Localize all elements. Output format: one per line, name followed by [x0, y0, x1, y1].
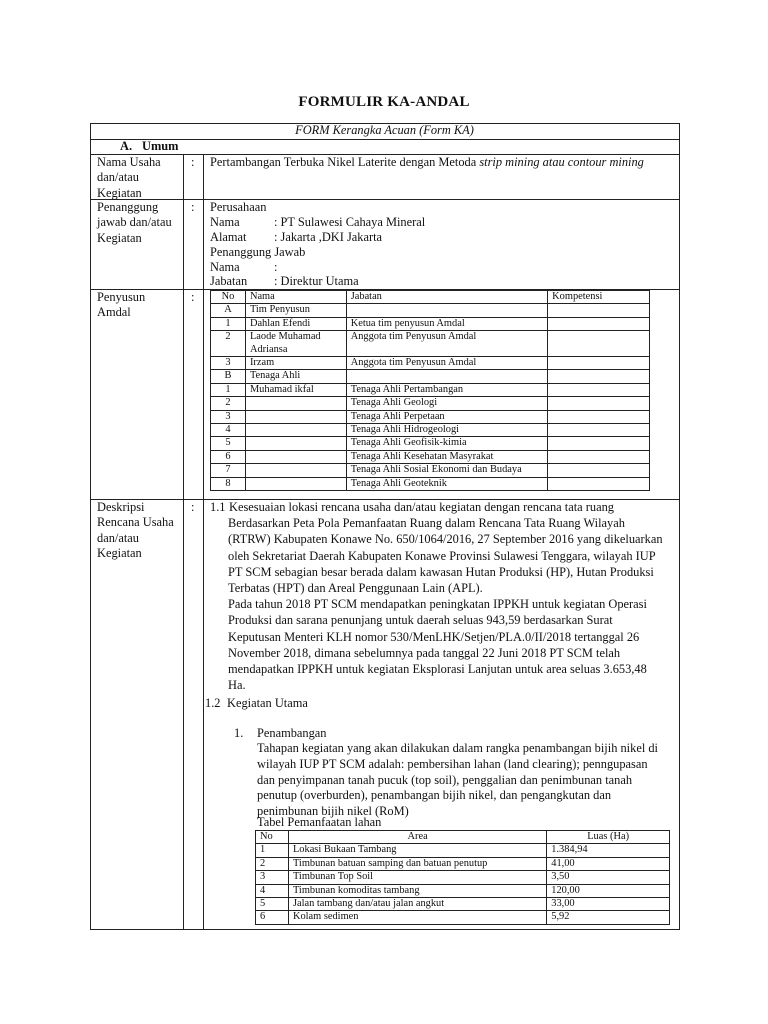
paragraph-line: Terbatas (HPT) dan Areal Penggunaan Lain (APL). [228, 581, 483, 595]
cell-area: Timbunan komoditas tambang [288, 884, 546, 897]
cell-jabatan: Tenaga Ahli Perpetaan [346, 410, 547, 423]
table-row [256, 871, 670, 884]
cell-jabatan: Tenaga Ahli Kesehatan Masyrakat [346, 450, 547, 463]
cell-nama [245, 397, 346, 410]
header-kompetensi: Kompetensi [548, 291, 650, 304]
table-row [256, 898, 670, 911]
penambangan-title: Penambangan [257, 726, 327, 740]
pj-nama-value: : [274, 260, 278, 274]
cell-no: 8 [211, 477, 246, 490]
table-row [211, 464, 650, 477]
jabatan-value: : Direktur Utama [274, 274, 359, 288]
paragraph-line: Tahapan kegiatan yang akan dilakukan dalam rangka penambangan bijih nikel di [257, 741, 658, 755]
cell-no: 4 [211, 424, 246, 437]
cell-kompetensi [548, 357, 650, 370]
section-title-1-2: Kegiatan Utama [227, 696, 308, 710]
cell-area: Timbunan batuan samping dan batuan penutup [288, 857, 546, 870]
cell-jabatan: Anggota tim Penyusun Amdal [346, 357, 547, 370]
cell-no: 1 [211, 317, 246, 330]
pj-nama-label: Nama [210, 260, 240, 274]
cell-luas: 120,00 [547, 884, 670, 897]
cell-jabatan: Tenaga Ahli Pertambangan [346, 383, 547, 396]
cell-jabatan [346, 304, 547, 317]
cell-no: 6 [256, 911, 289, 924]
pj-heading: Penanggung Jawab [210, 245, 306, 259]
cell-no: 4 [256, 884, 289, 897]
page-title: FORMULIR KA-ANDAL [298, 94, 470, 110]
paragraph-line: November 2018, dimana sebelumnya pada tanggal 22 Juni 2018 PT SCM telah [228, 645, 621, 660]
cell-kompetensi [548, 424, 650, 437]
cell-nama: Tim Penyusun [245, 304, 346, 317]
paragraph-line: wilayah IUP PT SCM adalah: pembersihan lahan (land clearing); penngupasan [257, 756, 648, 771]
cell-no: 5 [256, 898, 289, 911]
cell-no: 2 [256, 857, 289, 870]
cell-no: 7 [211, 464, 246, 477]
cell-kompetensi [548, 397, 650, 410]
cell-nama [245, 437, 346, 450]
pemanfaatan-table [255, 830, 670, 925]
table-header-row [256, 831, 670, 844]
cell-nama [245, 450, 346, 463]
label-penanggung: Penanggung jawab dan/atau Kegiatan [97, 200, 172, 245]
nama-label: Nama [210, 215, 240, 229]
header-jabatan: Jabatan [346, 291, 547, 304]
paragraph-line: mendapatkan IPPKH untuk kegiatan Eksplorasi Lanjutan untuk area seluas 3.653,48 [228, 662, 647, 676]
cell-kompetensi [548, 450, 650, 463]
colon: : [191, 155, 195, 169]
cell-no: 1 [211, 383, 246, 396]
cell-nama: Dahlan Efendi [245, 317, 346, 330]
paragraph-line: Berdasarkan Peta Pola Pemanfaatan Ruang dalam Rencana Tata Ruang Wilayah [228, 516, 625, 531]
cell-jabatan: Anggota tim Penyusun Amdal [346, 331, 547, 357]
paragraph-line: Keputusan Menteri KLH nomor 530/MenLHK/Setjen/PLA.0/II/2018 tertanggal 26 [228, 629, 640, 644]
cell-no: A [211, 304, 246, 317]
cell-jabatan: Tenaga Ahli Geologi [346, 397, 547, 410]
cell-no: 3 [211, 357, 246, 370]
cell-no: 3 [211, 410, 246, 423]
cell-kompetensi [548, 370, 650, 383]
table-row [211, 383, 650, 396]
paragraph-line: Pada tahun 2018 PT SCM mendapatkan peningkatan IPPKH untuk kegiatan Operasi [228, 597, 647, 612]
cell-no: 6 [211, 450, 246, 463]
header-area: Area [288, 831, 546, 844]
table-header-row [211, 291, 650, 304]
colon: : [191, 500, 195, 514]
cell-nama: Laode Muhamad Adriansa [245, 331, 346, 357]
table-row [211, 424, 650, 437]
col-divider [183, 154, 184, 929]
colon: : [191, 290, 195, 304]
cell-kompetensi [548, 331, 650, 357]
table-row [256, 911, 670, 924]
cell-nama [245, 410, 346, 423]
paragraph-line: penutup (overburden), penambangan bijih nikel, dan pengangkutan dan [257, 788, 612, 803]
cell-jabatan: Tenaga Ahli Hidrogeologi [346, 424, 547, 437]
nama-usaha-plain: Pertambangan Terbuka Nikel Laterite dengan Metoda [210, 155, 480, 169]
cell-luas: 5,92 [547, 911, 670, 924]
cell-jabatan: Tenaga Ahli Geoteknik [346, 477, 547, 490]
cell-jabatan [346, 370, 547, 383]
cell-no: 5 [211, 437, 246, 450]
paragraph-line: Kesesuaian lokasi rencana usaha dan/atau kegiatan dengan rencana tata ruang [229, 500, 614, 514]
table-row [256, 857, 670, 870]
header-luas: Luas (Ha) [547, 831, 670, 844]
cell-kompetensi [548, 317, 650, 330]
table-row [211, 331, 650, 357]
cell-kompetensi [548, 304, 650, 317]
table-row [211, 437, 650, 450]
cell-kompetensi [548, 410, 650, 423]
paragraph-line: (RTRW) Kabupaten Konawe No. 650/1064/2016, 27 September 2016 yang dikeluarkan [228, 532, 663, 547]
cell-kompetensi [548, 464, 650, 477]
section-number-1-2: 1.2 [205, 696, 221, 710]
nama-value: : PT Sulawesi Cahaya Mineral [274, 215, 426, 229]
list-number: 1. [234, 726, 244, 740]
cell-no: 3 [256, 871, 289, 884]
table-row [211, 477, 650, 490]
paragraph-line: Ha. [228, 678, 246, 693]
label-deskripsi: Deskripsi Rencana Usaha dan/atau Kegiatan [97, 500, 174, 561]
cell-nama [245, 464, 346, 477]
tabel-title: Tabel Pemanfaatan lahan [257, 815, 382, 829]
cell-luas: 33,00 [547, 898, 670, 911]
cell-nama [245, 477, 346, 490]
cell-no: B [211, 370, 246, 383]
table-row [211, 357, 650, 370]
cell-no: 2 [211, 331, 246, 357]
paragraph-line: oleh Sekretariat Daerah Kabupaten Konawe Provinsi Sulawesi Tenggara, wilayah IUP [228, 548, 656, 563]
cell-jabatan: Ketua tim penyusun Amdal [346, 317, 547, 330]
table-row [211, 304, 650, 317]
form-subtitle: FORM Kerangka Acuan (Form KA) [295, 123, 474, 137]
cell-area: Kolam sedimen [288, 911, 546, 924]
jabatan-label: Jabatan [210, 274, 248, 288]
cell-nama: Irzam [245, 357, 346, 370]
cell-no: 1 [256, 844, 289, 857]
cell-luas: 41,00 [547, 857, 670, 870]
section-number-1-1: 1.1 [210, 500, 226, 514]
cell-luas: 1.384,94 [547, 844, 670, 857]
paragraph-line: dan penyimpanan tanah pucuk (top soil), penggalian dan penimbunan tanah [257, 772, 633, 787]
label-nama-usaha: Nama Usaha dan/atau Kegiatan [97, 155, 161, 200]
table-row [256, 884, 670, 897]
cell-area: Timbunan Top Soil [288, 871, 546, 884]
section-letter: A. [120, 139, 133, 153]
nama-usaha-italic: strip mining atau contour mining [479, 155, 644, 169]
header-no: No [256, 831, 289, 844]
cell-kompetensi [548, 477, 650, 490]
section-title: Umum [142, 139, 179, 153]
table-row [211, 370, 650, 383]
cell-area: Lokasi Bukaan Tambang [288, 844, 546, 857]
nama-usaha-value [210, 155, 644, 170]
paragraph-line: penimbunan bijih nikel (RoM) [257, 804, 409, 819]
cell-kompetensi [548, 383, 650, 396]
cell-nama: Muhamad ikfal [245, 383, 346, 396]
cell-jabatan: Tenaga Ahli Geofisik-kimia [346, 437, 547, 450]
table-row [211, 317, 650, 330]
perusahaan-heading: Perusahaan [210, 200, 267, 214]
alamat-value: : Jakarta ,DKI Jakarta [274, 230, 383, 244]
cell-nama: Tenaga Ahli [245, 370, 346, 383]
paragraph-line: PT SCM sebagian besar berada dalam kawasan Hutan Produksi (HP), Hutan Produksi [228, 564, 654, 579]
cell-jabatan: Tenaga Ahli Sosial Ekonomi dan Budaya [346, 464, 547, 477]
cell-luas: 3,50 [547, 871, 670, 884]
colon: : [191, 200, 195, 214]
cell-area: Jalan tambang dan/atau jalan angkut [288, 898, 546, 911]
cell-no: 2 [211, 397, 246, 410]
table-row [211, 397, 650, 410]
header-no: No [211, 291, 246, 304]
table-row [211, 450, 650, 463]
header-nama: Nama [245, 291, 346, 304]
paragraph-line: Produksi dan sarana penunjang untuk daerah seluas 943,59 berdasarkan Surat [228, 613, 613, 628]
label-penyusun: Penyusun Amdal [97, 290, 146, 320]
table-row [211, 410, 650, 423]
table-row [256, 844, 670, 857]
penyusun-table [210, 290, 650, 491]
cell-nama [245, 424, 346, 437]
col-divider [203, 154, 204, 929]
alamat-label: Alamat [210, 230, 247, 244]
cell-kompetensi [548, 437, 650, 450]
